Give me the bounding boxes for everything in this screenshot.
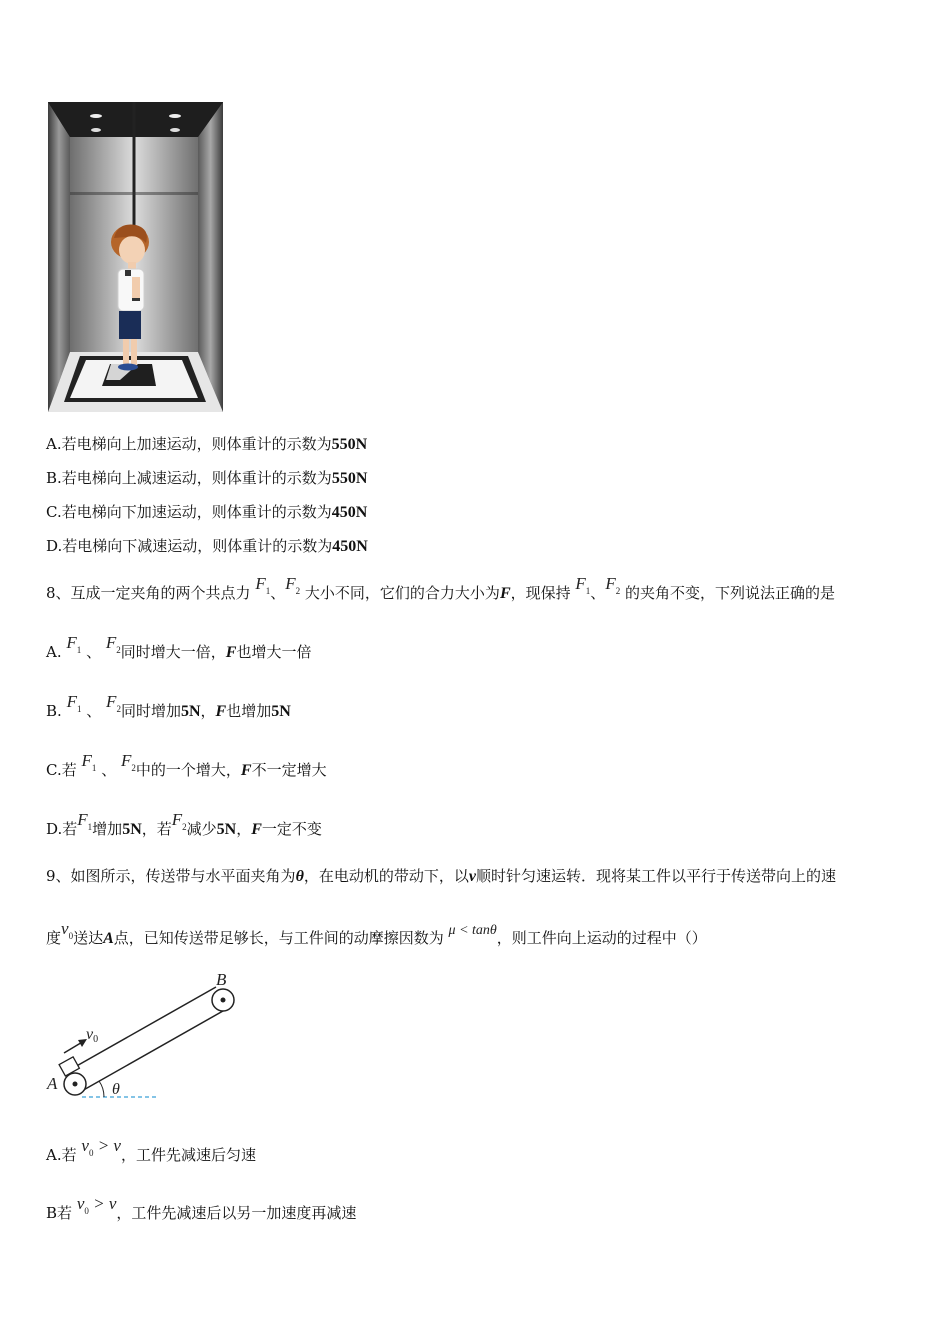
symbol-a: A — [103, 930, 114, 947]
label-theta: θ — [112, 1081, 120, 1098]
symbol-f1: $F_1$ — [255, 574, 271, 597]
option-label: B. — [46, 469, 62, 487]
q8-option-b[interactable] — [46, 692, 291, 727]
symbol-f2: $F_2$ — [105, 633, 121, 656]
symbol-f1: $F_1$ — [575, 574, 591, 597]
option-value: 450N — [332, 538, 368, 555]
q8-stem — [46, 574, 835, 609]
separator: 、 — [590, 584, 606, 602]
q9-stem-line2 — [46, 919, 707, 954]
separator: 、 — [270, 584, 286, 602]
option-text: 增加 — [92, 820, 123, 838]
q7-option-a[interactable] — [46, 434, 367, 455]
option-label: C. — [46, 761, 62, 779]
symbol-f1: $F_1$ — [77, 810, 93, 833]
symbol-f: F — [225, 644, 237, 661]
value: 5N — [271, 703, 291, 720]
option-text: 若 — [61, 761, 77, 779]
q7-option-c[interactable] — [46, 502, 367, 523]
stem-text: 如图所示，传送带与水平面夹角为 — [70, 867, 296, 885]
option-text: 若电梯向下加速运动，则体重计的示数为 — [61, 503, 332, 521]
separator: 、 — [86, 702, 102, 720]
symbol-f: F — [251, 821, 262, 838]
condition-v0-gt-v: $v_0 > v$ — [76, 1194, 117, 1217]
option-text: 若电梯向上加速运动，则体重计的示数为 — [61, 435, 332, 453]
option-text: 也增大一倍 — [236, 643, 312, 661]
stem-text: 度 — [46, 929, 62, 947]
stem-text: ，现保持 — [510, 584, 571, 602]
option-label: A. — [46, 435, 62, 453]
q7-option-d[interactable] — [46, 536, 368, 557]
option-label: A. — [46, 643, 62, 661]
symbol-f2: $F_2$ — [106, 692, 121, 715]
stem-text: 送达 — [73, 929, 104, 947]
label-b: B — [216, 970, 227, 989]
option-label: B. — [46, 702, 62, 720]
angle-arc — [99, 1081, 104, 1097]
q9-option-a[interactable] — [46, 1136, 256, 1171]
option-text: 不一定增大 — [251, 761, 327, 779]
q9-stem-line1 — [46, 866, 836, 887]
symbol-f2: $F_2$ — [171, 810, 187, 833]
option-text: 同时增大一倍， — [120, 643, 226, 661]
option-text: 也增加 — [226, 702, 272, 720]
elevator-illustration — [48, 102, 223, 412]
q8-option-d[interactable] — [46, 810, 322, 845]
option-text: 同时增加 — [120, 702, 181, 720]
option-label: C. — [46, 503, 62, 521]
stem-text: 顺时针匀速运转．现将某工件以平行于传送带向上的速 — [476, 867, 837, 885]
label-v0: v0 — [86, 1026, 99, 1045]
symbol-f2: $F_2$ — [605, 574, 621, 597]
option-text: ， — [200, 702, 216, 720]
separator: 、 — [101, 761, 117, 779]
symbol-mu-condition: μ < tanθ — [448, 923, 497, 938]
option-label: D. — [46, 537, 63, 555]
value: 5N — [122, 821, 142, 838]
option-text: 若电梯向上减速运动，则体重计的示数为 — [61, 469, 332, 487]
stem-text: ，在电动机的带动下，以 — [303, 867, 469, 885]
symbol-f1: $F_1$ — [66, 692, 82, 715]
option-text: 若 — [57, 1204, 73, 1222]
symbol-f2: $F_2$ — [120, 751, 136, 774]
separator: 、 — [86, 643, 102, 661]
option-text: 若 — [62, 820, 78, 838]
q8-option-c[interactable] — [46, 751, 327, 786]
option-label: B — [46, 1204, 58, 1222]
symbol-f: F — [499, 585, 511, 602]
stem-text: 点，已知传送带足够长，与工件间的动摩擦因数为 — [113, 929, 444, 947]
option-value: 550N — [331, 436, 368, 453]
stem-text: 互成一定夹角的两个共点力 — [70, 584, 251, 602]
stem-text: ，则工件向上运动的过程中（） — [496, 929, 707, 947]
symbol-f2: $F_2$ — [285, 574, 301, 597]
option-text: ， — [236, 820, 252, 838]
option-text: 中的一个增大， — [135, 761, 241, 779]
symbol-f: F — [215, 703, 227, 720]
label-a: A — [47, 1074, 58, 1093]
stem-text: 大小不同，它们的合力大小为 — [304, 584, 500, 602]
option-text: 若 — [61, 1146, 77, 1164]
q9-option-b[interactable] — [46, 1194, 357, 1229]
option-value: 450N — [331, 504, 368, 521]
question-number: 9、 — [46, 867, 71, 885]
stem-text: 的夹角不变，下列说法正确的是 — [624, 584, 835, 602]
value: 5N — [216, 821, 237, 838]
symbol-theta: θ — [295, 868, 304, 885]
symbol-v0: $v_0$ — [61, 919, 74, 942]
symbol-f: F — [240, 762, 252, 779]
option-text: 一定不变 — [261, 820, 322, 838]
option-value: 550N — [331, 470, 368, 487]
question-number: 8、 — [46, 584, 71, 602]
condition-v0-gt-v: $v_0 > v$ — [81, 1136, 121, 1159]
option-text: 减少 — [186, 820, 217, 838]
value: 5N — [180, 703, 201, 720]
option-text: 若电梯向下减速运动，则体重计的示数为 — [62, 537, 333, 555]
symbol-f1: $F_1$ — [66, 633, 82, 656]
symbol-f1: $F_1$ — [81, 751, 97, 774]
option-text: ，工件先减速后以另一加速度再减速 — [116, 1204, 357, 1222]
q7-option-b[interactable] — [46, 468, 367, 489]
symbol-v: v — [468, 868, 476, 885]
option-label: D. — [46, 820, 63, 838]
q8-option-a[interactable] — [46, 633, 312, 668]
option-label: A. — [46, 1146, 62, 1164]
option-text: ，工件先减速后匀速 — [120, 1146, 256, 1164]
conveyor-belt-diagram — [44, 968, 244, 1103]
belt-lower-line — [80, 1007, 230, 1092]
option-text: ，若 — [141, 820, 172, 838]
